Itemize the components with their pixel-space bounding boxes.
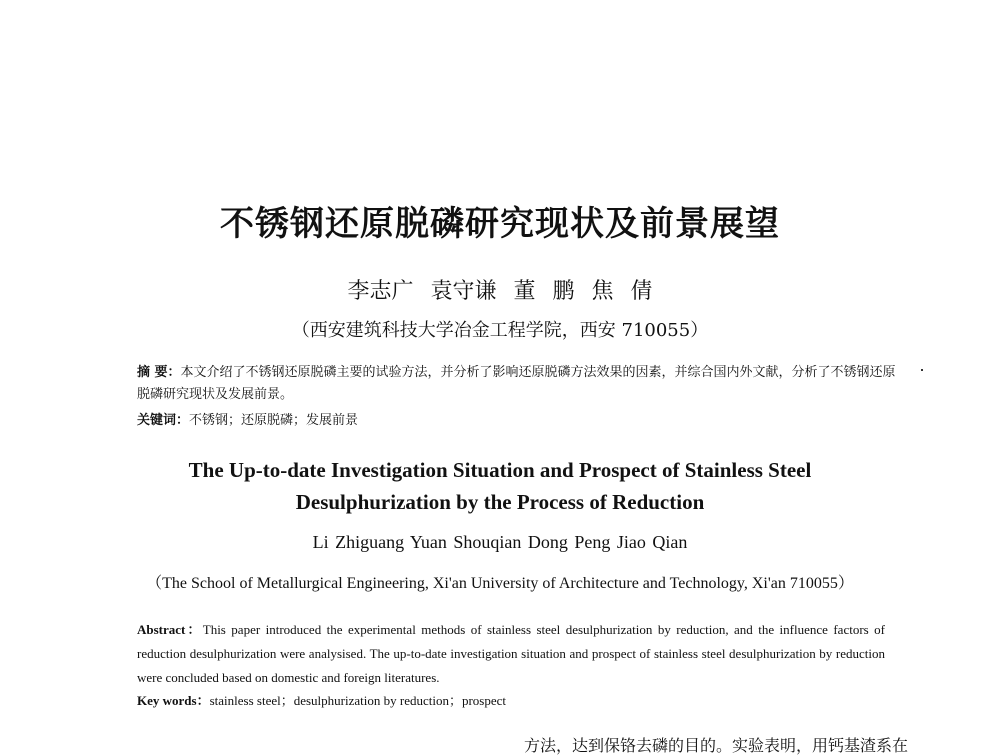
body-text-fragment: 方法，达到保铬去磷的目的。实验表明，用钙基渣系在 — [524, 736, 909, 755]
english-keywords-text: stainless steel；desulphurization by reduction；prospect — [209, 693, 506, 708]
english-abstract — [137, 618, 885, 690]
english-abstract-label: Abstract： — [137, 622, 203, 637]
english-authors: Li Zhiguang Yuan Shouqian Dong Peng Jiao Qian — [312, 532, 688, 552]
english-title-line-2: Desulphurization by the Process of Reduction — [295, 490, 705, 514]
chinese-keywords — [137, 410, 897, 432]
chinese-abstract-text: 本文介绍了不锈钢还原脱磷主要的试验方法，并分析了影响还原脱磷方法效果的因素，并综合国内外文献，分析了不锈钢还原脱磷研究现状及发展前景。 — [137, 365, 896, 402]
english-keywords-label: Key words： — [137, 693, 210, 708]
scan-speck — [921, 369, 923, 371]
chinese-abstract-label: 摘 要： — [137, 365, 181, 380]
chinese-abstract — [137, 362, 897, 406]
chinese-affiliation: （西安建筑科技大学冶金工程学院，西安 710055） — [291, 320, 709, 341]
chinese-authors: 李志广 袁守谦 董 鹏 焦 倩 — [347, 279, 653, 304]
chinese-title: 不锈钢还原脱磷研究现状及前景展望 — [220, 204, 780, 244]
english-keywords — [137, 690, 885, 712]
chinese-keywords-label: 关键词： — [137, 413, 190, 428]
english-affiliation: （The School of Metallurgical Engineering, Xi'an University of Architecture and Technology, Xi'an 710055） — [146, 575, 854, 592]
chinese-keywords-text: 不锈钢；还原脱磷；发展前景 — [189, 413, 359, 428]
english-title — [0, 454, 1000, 518]
english-title-line-1: The Up-to-date Investigation Situation and Prospect of Stainless Steel — [188, 458, 812, 482]
english-abstract-text: This paper introduced the experimental methods of stainless steel desulphurization by reduction, and the influence factors of reduction desulphurization were analysised. The up-to-date investigation situation and prospect of stainless steel desulphurization by reduction were concluded based on domestic and foreign literatures. — [137, 622, 885, 685]
